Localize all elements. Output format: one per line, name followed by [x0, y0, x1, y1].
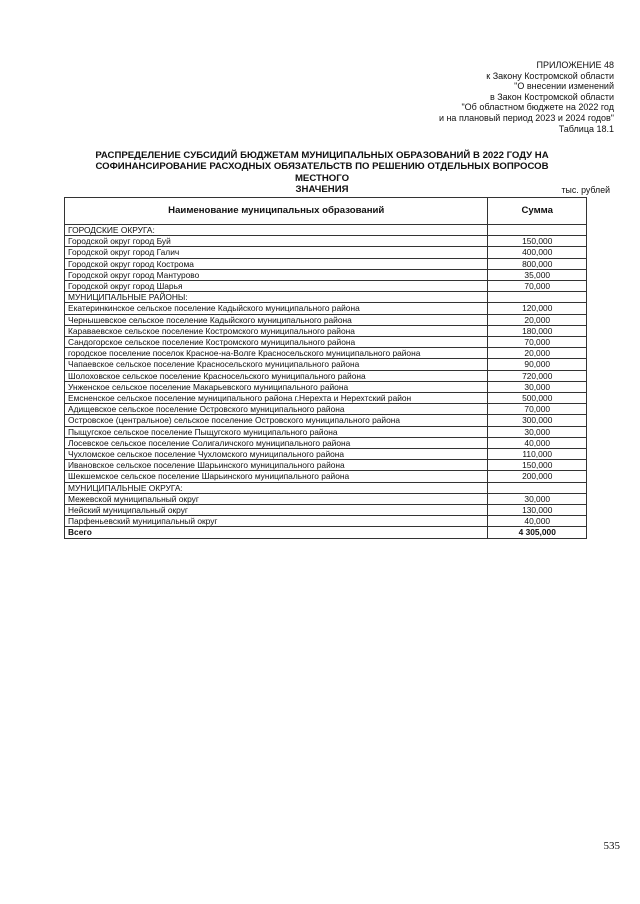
subsidy-amount: 40,000 — [488, 516, 587, 527]
table-header-row — [65, 198, 587, 225]
municipality-name: Сандогорское сельское поселение Костромского муниципального района — [65, 337, 488, 348]
subsidy-table — [64, 197, 587, 539]
municipality-name: Городской округ город Буй — [65, 236, 488, 247]
municipality-name: Чернышевское сельское поселение Кадыйского муниципального района — [65, 314, 488, 325]
appendix-line: к Закону Костромской области — [486, 70, 614, 81]
table-total-row — [65, 527, 587, 538]
subsidy-amount: 150,000 — [488, 236, 587, 247]
table-row — [65, 269, 587, 280]
municipality-name: Унженское сельское поселение Макарьевского муниципального района — [65, 381, 488, 392]
subsidy-amount: 30,000 — [488, 493, 587, 504]
total-label: Всего — [65, 527, 488, 538]
subsidy-amount — [488, 482, 587, 493]
subsidy-amount: 400,000 — [488, 247, 587, 258]
column-header-amount: Сумма — [488, 198, 587, 225]
subsidy-amount: 130,000 — [488, 505, 587, 516]
municipality-name: Чухломское сельское поселение Чухломского муниципального района — [65, 449, 488, 460]
appendix-line: и на плановый период 2023 и 2024 годов" — [438, 112, 614, 123]
subsidy-amount: 800,000 — [488, 258, 587, 269]
subsidy-amount: 120,000 — [488, 303, 587, 314]
subsidy-amount: 35,000 — [488, 269, 587, 280]
subsidy-amount: 200,000 — [488, 471, 587, 482]
municipality-name: ГОРОДСКИЕ ОКРУГА: — [65, 225, 488, 236]
municipality-name: Лосевское сельское поселение Солигаличского муниципального района — [65, 437, 488, 448]
column-header-name: Наименование муниципальных образований — [65, 198, 488, 225]
table-row — [65, 437, 587, 448]
municipality-name: Чапаевское сельское поселение Красносельского муниципального района — [65, 359, 488, 370]
municipality-name: Адищевское сельское поселение Островского муниципального района — [65, 404, 488, 415]
subsidy-amount: 300,000 — [488, 415, 587, 426]
table-row — [65, 493, 587, 504]
table-row — [65, 348, 587, 359]
table-row — [65, 325, 587, 336]
table-row — [65, 258, 587, 269]
table-number: Таблица 18.1 — [558, 123, 614, 134]
table-row — [65, 359, 587, 370]
subsidy-amount: 150,000 — [488, 460, 587, 471]
municipality-name: Емсненское сельское поселение муниципального района г.Нерехта и Нерехтский район — [65, 393, 488, 404]
table-row — [65, 505, 587, 516]
table-row — [65, 415, 587, 426]
table-body — [65, 225, 587, 539]
appendix-line: "Об областном бюджете на 2022 год — [461, 102, 614, 113]
table-row — [65, 337, 587, 348]
municipality-name: Нейский муниципальный округ — [65, 505, 488, 516]
municipality-name: Городской округ город Кострома — [65, 258, 488, 269]
municipality-name: Шолоховское сельское поселение Красносельского муниципального района — [65, 370, 488, 381]
title-line: СОФИНАНСИРОВАНИЕ РАСХОДНЫХ ОБЯЗАТЕЛЬСТВ ПО РЕШЕНИЮ ОТДЕЛЬНЫХ ВОПРОСОВ МЕСТНОГО — [95, 161, 549, 184]
table-group-row — [65, 482, 587, 493]
document-title — [90, 150, 554, 196]
subsidy-amount: 30,000 — [488, 381, 587, 392]
page-number: 535 — [603, 840, 620, 852]
table-row — [65, 247, 587, 258]
table-row — [65, 449, 587, 460]
municipality-name: Межевской муниципальный округ — [65, 493, 488, 504]
municipality-name: Городской округ город Шарья — [65, 281, 488, 292]
municipality-name: Караваевское сельское поселение Костромского муниципального района — [65, 325, 488, 336]
subsidy-amount: 500,000 — [488, 393, 587, 404]
subsidy-amount: 110,000 — [488, 449, 587, 460]
title-line: РАСПРЕДЕЛЕНИЕ СУБСИДИЙ БЮДЖЕТАМ МУНИЦИПАЛЬНЫХ ОБРАЗОВАНИЙ В 2022 ГОДУ НА — [95, 150, 549, 161]
subsidy-amount: 70,000 — [488, 337, 587, 348]
appendix-line: ПРИЛОЖЕНИЕ 48 — [536, 60, 614, 70]
table-row — [65, 281, 587, 292]
subsidy-amount: 30,000 — [488, 426, 587, 437]
subsidy-amount: 40,000 — [488, 437, 587, 448]
subsidy-amount: 180,000 — [488, 325, 587, 336]
table-row — [65, 236, 587, 247]
table-row — [65, 303, 587, 314]
table-row — [65, 393, 587, 404]
table-row — [65, 404, 587, 415]
subsidy-amount: 90,000 — [488, 359, 587, 370]
subsidy-amount: 20,000 — [488, 314, 587, 325]
unit-label: тыс. рублей — [561, 185, 610, 195]
table-row — [65, 381, 587, 392]
subsidy-amount: 20,000 — [488, 348, 587, 359]
table-row — [65, 471, 587, 482]
subsidy-amount — [488, 225, 587, 236]
total-amount: 4 305,000 — [488, 527, 587, 538]
municipality-name: Пыщугское сельское поселение Пыщугского муниципального района — [65, 426, 488, 437]
subsidy-amount: 720,000 — [488, 370, 587, 381]
appendix-line: в Закон Костромской области — [489, 91, 614, 102]
table-group-row — [65, 225, 587, 236]
table-row — [65, 314, 587, 325]
municipality-name: Шекшемское сельское поселение Шарьинского муниципального района — [65, 471, 488, 482]
municipality-name: МУНИЦИПАЛЬНЫЕ РАЙОНЫ: — [65, 292, 488, 303]
appendix-line: "О внесении изменений — [514, 81, 614, 92]
subsidy-amount — [488, 292, 587, 303]
table-group-row — [65, 292, 587, 303]
appendix-header — [354, 60, 614, 134]
table-row — [65, 460, 587, 471]
subsidy-amount: 70,000 — [488, 404, 587, 415]
municipality-name: Городской округ город Мантурово — [65, 269, 488, 280]
municipality-name: Ивановское сельское поселение Шарьинского муниципального района — [65, 460, 488, 471]
municipality-name: Парфеньевский муниципальный округ — [65, 516, 488, 527]
table-row — [65, 426, 587, 437]
municipality-name: МУНИЦИПАЛЬНЫЕ ОКРУГА: — [65, 482, 488, 493]
municipality-name: Городской округ город Галич — [65, 247, 488, 258]
municipality-name: Островское (центральное) сельское поселение Островского муниципального района — [65, 415, 488, 426]
municipality-name: Екатеринкинское сельское поселение Кадыйского муниципального района — [65, 303, 488, 314]
subsidy-amount: 70,000 — [488, 281, 587, 292]
table-row — [65, 516, 587, 527]
municipality-name: городское поселение поселок Красное-на-Волге Красносельского муниципального района — [65, 348, 488, 359]
table-row — [65, 370, 587, 381]
title-line: ЗНАЧЕНИЯ — [295, 184, 349, 196]
